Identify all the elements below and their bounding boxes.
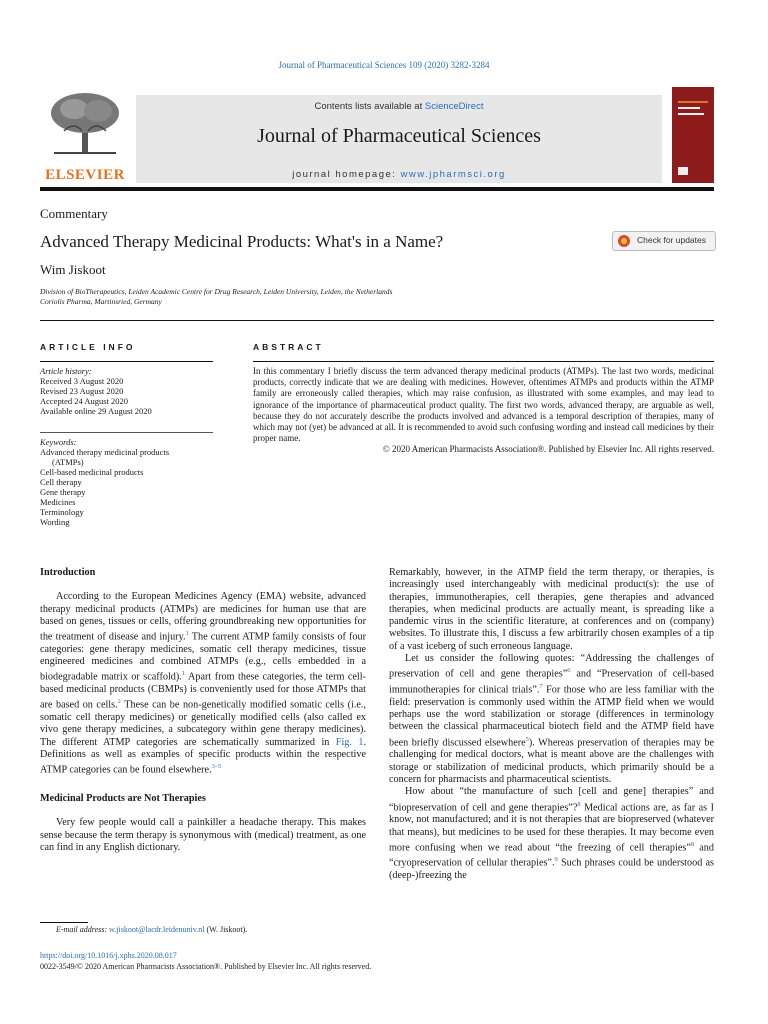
author-name[interactable]: Wim Jiskoot (40, 262, 106, 277)
check-for-updates-button[interactable] (612, 231, 716, 251)
keyword[interactable]: Wording (40, 517, 70, 527)
history-revised: Revised 23 August 2020 (40, 386, 124, 396)
email-label: E-mail address: (56, 925, 110, 934)
journal-cover-image[interactable] (672, 87, 714, 183)
reference-link[interactable]: 6 (567, 667, 571, 675)
paragraph: According to the European Medicines Agency (EMA) website, advanced therapy medicinal products (ATMPs) are medicines for human use that are based on genes, tissues or cells, offering groundbreaking new opportunities for the treatment of disease and injury.$^1$ The current ATMP family consists of four categories: gene therapy medicines, somatic cell therapy medicines, tissue engineered medicines and combined ATMPs (e.g., cells embedded in a biodegradable matrix or scaffold).$^1$ Apart from these categories, the term cell-based medicinal products (CBMPs) is conveniently used for those ATMPs that are based on cells.$^2$ These can be non-genetically modified somatic cells (i.e., somatic cell therapy medicines) or genetically modified cells (also called ex vivo gene therapy medicines, a subcategory within gene therapy medicines). The different ATMP categories are schematically summarized in Fig. 1. Definitions as well as examples of specific products within the respective ATMP categories can be found elsewhere.$^{3-5}$ (40, 591, 366, 776)
reference-link[interactable]: 1 (185, 630, 189, 638)
body-column-right (389, 567, 714, 882)
paragraph: Let us consider the following quotes: “Addressing the challenges of preservation of cell and gene therapies”$^6$ and “Preservation of cell-based immunotherapies for clinical trials”.$^7$ For those who are less familiar with the field: preservation is commonly used within the ATMP field when we would perhaps use the word stabilization or storage (differences in terminology between the classical pharmaceutical biotech field and the ATMP field have been briefly discussed elsewhere$^5$). Whereas preservation of therapies may be challenging for medical doctors, what is meant above are the challenges with storage or stabilization of medicinal products, which primarily should be a concern for pharmacists and pharmaceutical scientists. (389, 653, 715, 785)
keyword[interactable]: (ATMPs) (52, 457, 84, 467)
history-accepted: Accepted 24 August 2020 (40, 396, 129, 406)
article-info-heading: ARTICLE INFO (40, 342, 136, 352)
keyword[interactable]: Cell therapy (40, 477, 82, 487)
affiliation-1: Division of BioTherapeutics, Leiden Academic Centre for Drug Research, Leiden University, Leiden, the Netherlands (40, 287, 393, 296)
contents-line (136, 101, 662, 112)
affiliation-2: Coriolis Pharma, Martinsried, Germany (40, 297, 162, 306)
article-type: Commentary (40, 206, 108, 221)
reference-link[interactable]: 5 (525, 735, 529, 743)
elsevier-tree-icon (44, 91, 126, 155)
article-title: Advanced Therapy Medicinal Products: What's in a Name? (40, 232, 444, 251)
affiliations (40, 287, 392, 307)
reference-link[interactable]: 1 (181, 670, 186, 678)
journal-header (40, 87, 714, 183)
reference-link[interactable]: 8 (690, 840, 695, 848)
history-online: Available online 29 August 2020 (40, 406, 152, 416)
contents-prefix: Contents lists available at (314, 101, 425, 112)
reference-link[interactable]: 7 (539, 683, 543, 691)
keyword[interactable]: Medicines (40, 497, 76, 507)
footnote-rule (40, 922, 88, 923)
keyword[interactable]: Terminology (40, 507, 84, 517)
check-updates-label: Check for updates (637, 235, 706, 245)
crossmark-icon (618, 235, 630, 247)
journal-citation[interactable]: Journal of Pharmaceutical Sciences 109 (2020) 3282-3284 (278, 60, 490, 70)
email-footnote (56, 925, 247, 934)
abstract-heading: ABSTRACT (253, 342, 324, 352)
email-owner: (W. Jiskoot). (204, 925, 248, 934)
journal-title: Journal of Pharmaceutical Sciences (257, 125, 541, 147)
journal-banner (136, 95, 662, 183)
reference-link[interactable]: 2 (117, 698, 121, 706)
section-heading-not-therapies: Medicinal Products are Not Therapies (40, 793, 206, 805)
figure-link[interactable]: Fig. 1 (335, 736, 364, 748)
keywords-label: Keywords: (40, 437, 77, 447)
reference-link[interactable]: 8 (577, 800, 581, 808)
issn-copyright: 0022-3549/© 2020 American Pharmacists Association®. Published by Elsevier Inc. All rights reserved. (40, 962, 372, 971)
abstract-copyright: © 2020 American Pharmacists Association®. Published by Elsevier Inc. All rights reserved. (382, 444, 714, 455)
doi-link[interactable]: https://doi.org/10.1016/j.xphs.2020.08.017 (40, 951, 177, 960)
article-history (40, 366, 213, 416)
publisher-name: ELSEVIER (45, 167, 125, 183)
header-divider (40, 187, 714, 191)
reference-link[interactable]: 3–5 (211, 763, 222, 771)
history-received: Received 3 August 2020 (40, 376, 124, 386)
section-heading-introduction: Introduction (40, 567, 96, 578)
title-divider (40, 320, 714, 321)
paragraph: How about “the manufacture of such [cell and gene] therapies” and “biopreservation of cell and gene therapies”?$^8$ Medical actions are, as far as I know, not manufactured; and it is not therapies that are biopreserved (whatever that means), but medicines to be used for these therapies. It may become even more confusing when we read about “the freezing of cell therapies”$^8$ and “cryopreservation of cellular therapies”.$^9$ Such phrases could be understood as (deep-)freezing the (389, 786, 714, 882)
history-label: Article history: (40, 366, 92, 376)
homepage-prefix: journal homepage: (292, 169, 401, 180)
keywords-rule (40, 432, 213, 433)
abstract-rule (253, 361, 714, 362)
keywords-list (40, 437, 213, 527)
keyword[interactable]: Gene therapy (40, 487, 86, 497)
keyword[interactable]: Advanced therapy medicinal products (40, 447, 170, 457)
keyword[interactable]: Cell-based medicinal products (40, 467, 144, 477)
abstract-text (253, 366, 714, 456)
homepage-line (136, 169, 662, 180)
abstract-body: In this commentary I briefly discuss the term advanced therapy medicinal products (ATMPs). The last two words, medicinal products, correctly indicate that we are dealing with medicines. However, oftentimes ATMPs and products within the ATMP family are erroneously called therapies, which may raise confusion, as illustrated with some examples, and may lead to ignorance of the importance of pharmaceutical product quality. The first two words, advanced therapy, are arguable as well, because they do not accurately describe the products involved and advanced is a temporal description of therapies, many of which may not (yet) be advanced at all. It is recommended to avoid such confusing wording and instead call medicines by their proper name. (253, 366, 714, 444)
homepage-link[interactable]: www.jpharmsci.org (400, 169, 506, 180)
elsevier-logo[interactable] (40, 87, 130, 183)
email-link[interactable]: w.jiskoot@lacdr.leidenuniv.nl (109, 925, 205, 934)
paragraph: Very few people would call a painkiller a headache therapy. This makes sense because the term therapy is synonymous with (medical) treatment, as one can find in any English dictionary. (40, 817, 366, 853)
article-info-rule (40, 361, 213, 362)
body-column-left (40, 567, 366, 854)
sciencedirect-link[interactable]: ScienceDirect (424, 101, 484, 112)
reference-link[interactable]: 9 (554, 856, 558, 864)
paragraph: Remarkably, however, in the ATMP field the term therapy, or therapies, is increasingly used interchangeably with medicinal product(s): the use of therapies, immunotherapies, cell therapies, gene therapies and advanced therapies, when medicinal products are actually meant, is spreading like a pandemic virus in the scientific literature, at conferences and on (company) websites. To illustrate this, I discuss a few arbitrarily chosen examples of a tip of a vast iceberg of such erroneous language. (389, 567, 714, 652)
